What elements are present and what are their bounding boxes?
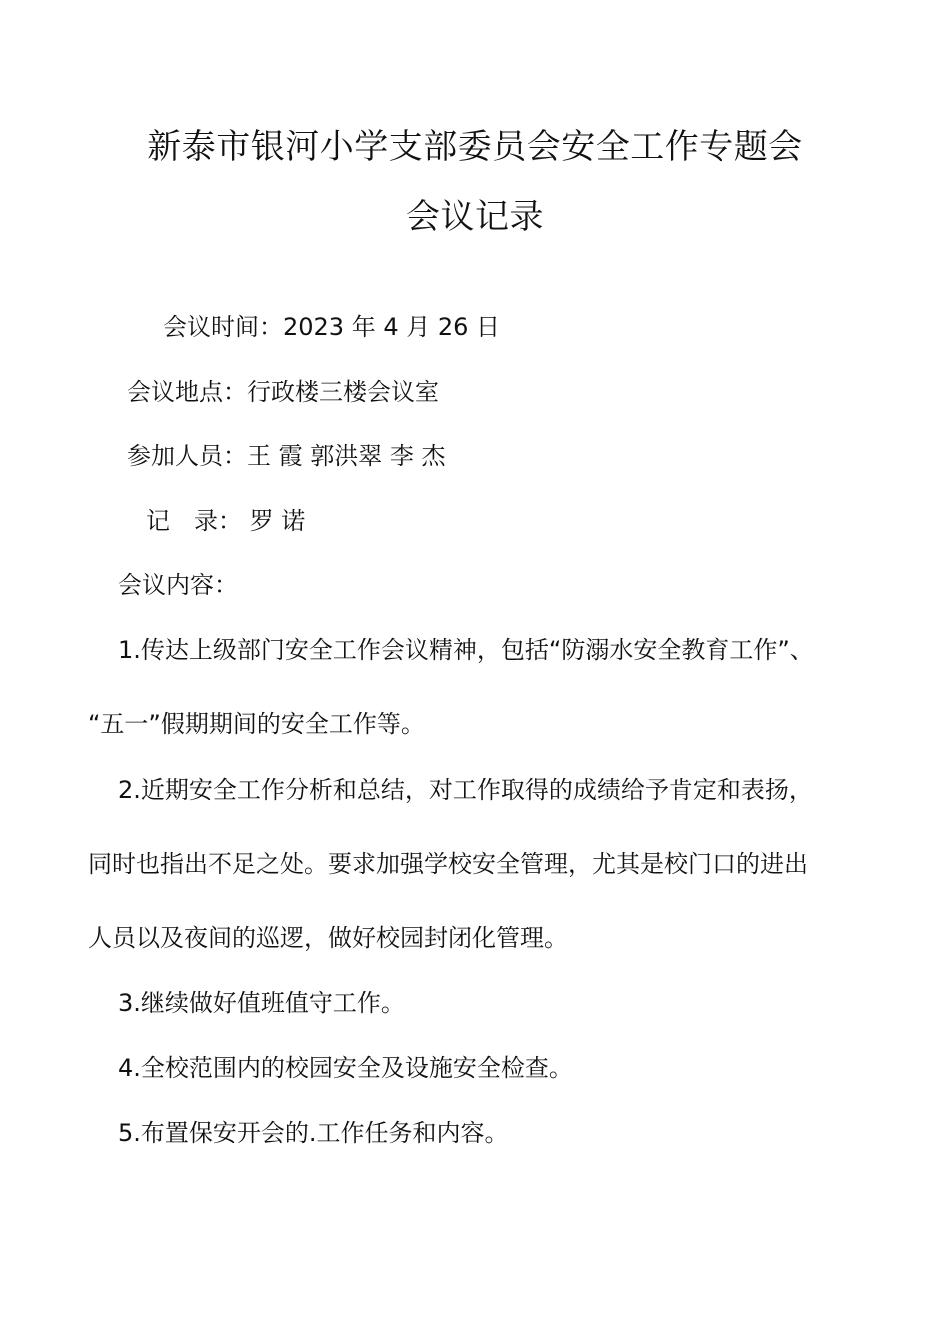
meeting-place-value: 行政楼三楼会议室 [247, 378, 439, 406]
meeting-place-label: 会议地点： [127, 378, 247, 406]
meeting-time [163, 312, 500, 342]
meeting-time-value: 2023 年 4 月 26 日 [283, 313, 501, 341]
meeting-place [127, 377, 439, 407]
meeting-attendees-value: 王 霞 郭洪翠 李 杰 [247, 442, 446, 470]
agenda-item-3: 3.继续做好值班值守工作。 [118, 989, 405, 1017]
document-title-line1: 新泰市银河小学支部委员会安全工作专题会 [147, 127, 803, 167]
agenda-item-4: 4.全校范围内的校园安全及设施安全检查。 [118, 1054, 573, 1082]
document-title-line2: 会议记录 [406, 197, 544, 237]
agenda-item-1-line2: “五一”假期期间的安全工作等。 [88, 710, 425, 738]
agenda-item-5: 5.布置保安开会的.工作任务和内容。 [118, 1119, 509, 1147]
meeting-time-label: 会议时间： [163, 313, 283, 341]
meeting-recorder-value: 罗 诺 [242, 507, 306, 535]
agenda-item-2-line2: 同时也指出不足之处。要求加强学校安全管理，尤其是校门口的进出 [88, 850, 808, 878]
agenda-item-2-line1: 2.近期安全工作分析和总结，对工作取得的成绩给予肯定和表扬， [118, 776, 813, 804]
meeting-recorder-label: 记 录： [146, 507, 242, 535]
meeting-attendees [127, 441, 446, 471]
agenda-item-1-line1: 1.传达上级部门安全工作会议精神，包括“防溺水安全教育工作”、 [118, 636, 814, 664]
agenda-item-2-line3: 人员以及夜间的巡逻，做好校园封闭化管理。 [88, 924, 568, 952]
meeting-recorder [146, 506, 305, 536]
meeting-content-label: 会议内容： [118, 571, 238, 599]
meeting-attendees-label: 参加人员： [127, 442, 247, 470]
